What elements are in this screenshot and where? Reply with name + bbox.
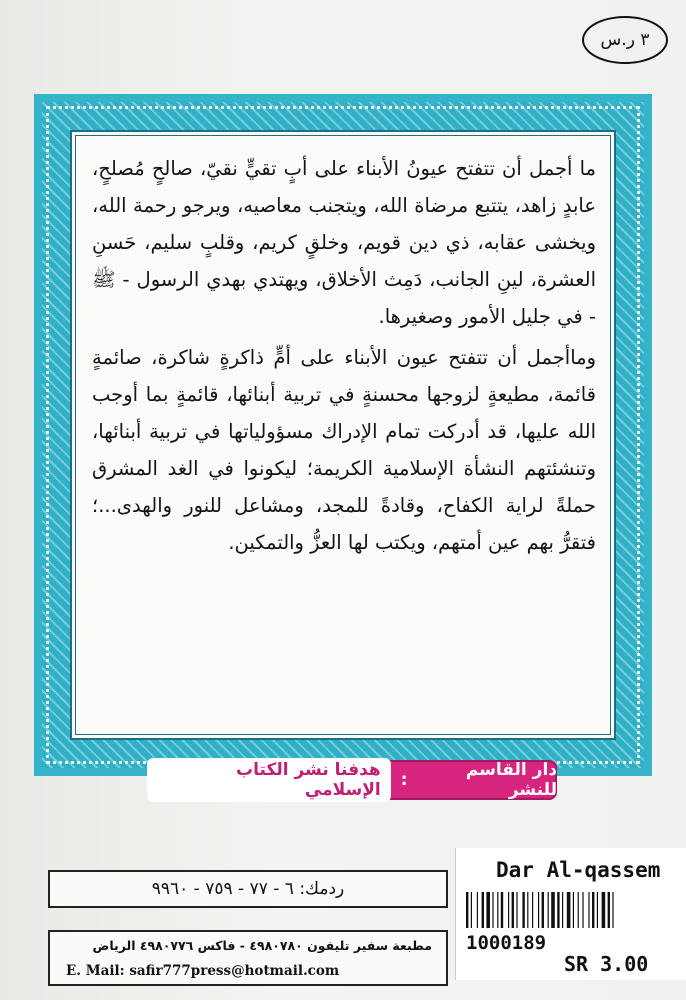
- blurb-text: [92, 150, 596, 561]
- printer-contact: مطبعة سفير تليفون ٤٩٨٠٧٨٠ - فاكس ٤٩٨٠٧٧٦ الرياض: [92, 938, 432, 953]
- isbn-text: ردمك: ٦ - ٧٧ - ٧٥٩ - ٩٩٦٠: [151, 879, 345, 899]
- price-mark: [582, 16, 668, 64]
- barcode-sticker: [455, 848, 686, 980]
- paragraph-mother: وماأجمل أن تتفتح عيون الأبناء على أمٍّ ذاكرةٍ شاكرة، صائمةٍ قائمة، مطيعةٍ لزوجها محسنةٍ في تربية أبنائها، قائمةٍ بما أوجب الله عليها، قد أدركت تمام الإدراك مسؤولياتها في تربية أبنائها، وتنشئتهم النشأة الإسلامية الكريمة؛ ليكونوا في الغد المشرق حملةً لراية الكفاح، وقادةً للمجد، ومشاعل للنور والهدى...؛ فتقرُّ بهم عين أمتهم، ويكتب لها العزُّ والتمكين.: [92, 346, 596, 554]
- barcode-icon: [466, 892, 678, 928]
- banner-separator: :: [400, 770, 408, 790]
- publisher-name: دار القاسم للنشر: [465, 760, 557, 800]
- sticker-price: SR 3.00: [564, 952, 649, 976]
- paragraph-father: ما أجمل أن تتفتح عيونُ الأبناء على أبٍ تقيٍّ نقيّ، صالحٍ مُصلحٍ، عابدٍ زاهد، يتتبع مرضاة الله، ويتجنب معاصيه، ويرجو رحمة الله، ويخشى عقابه، ذي دين قويم، وخلقٍ كريم، وقلبٍ سليم، حَسنِ العشرة، لينِ الجانب، دَمِث الأخلاق، ويهتدي بهدي الرسول - ﷺ - في جليل الأمور وصغيرها.: [92, 157, 596, 328]
- isbn-box: [48, 870, 448, 908]
- price-mark-text: ٣ ر.س: [600, 30, 650, 50]
- publisher-banner: [147, 760, 557, 800]
- printer-email: E. Mail: safir777press@hotmail.com: [66, 963, 340, 979]
- publisher-slogan: هدفنا نشر الكتاب الإسلامي: [147, 758, 391, 802]
- printer-box: [48, 930, 448, 986]
- sticker-code: 1000189: [466, 932, 547, 954]
- sticker-title: Dar Al-qassem: [496, 858, 661, 882]
